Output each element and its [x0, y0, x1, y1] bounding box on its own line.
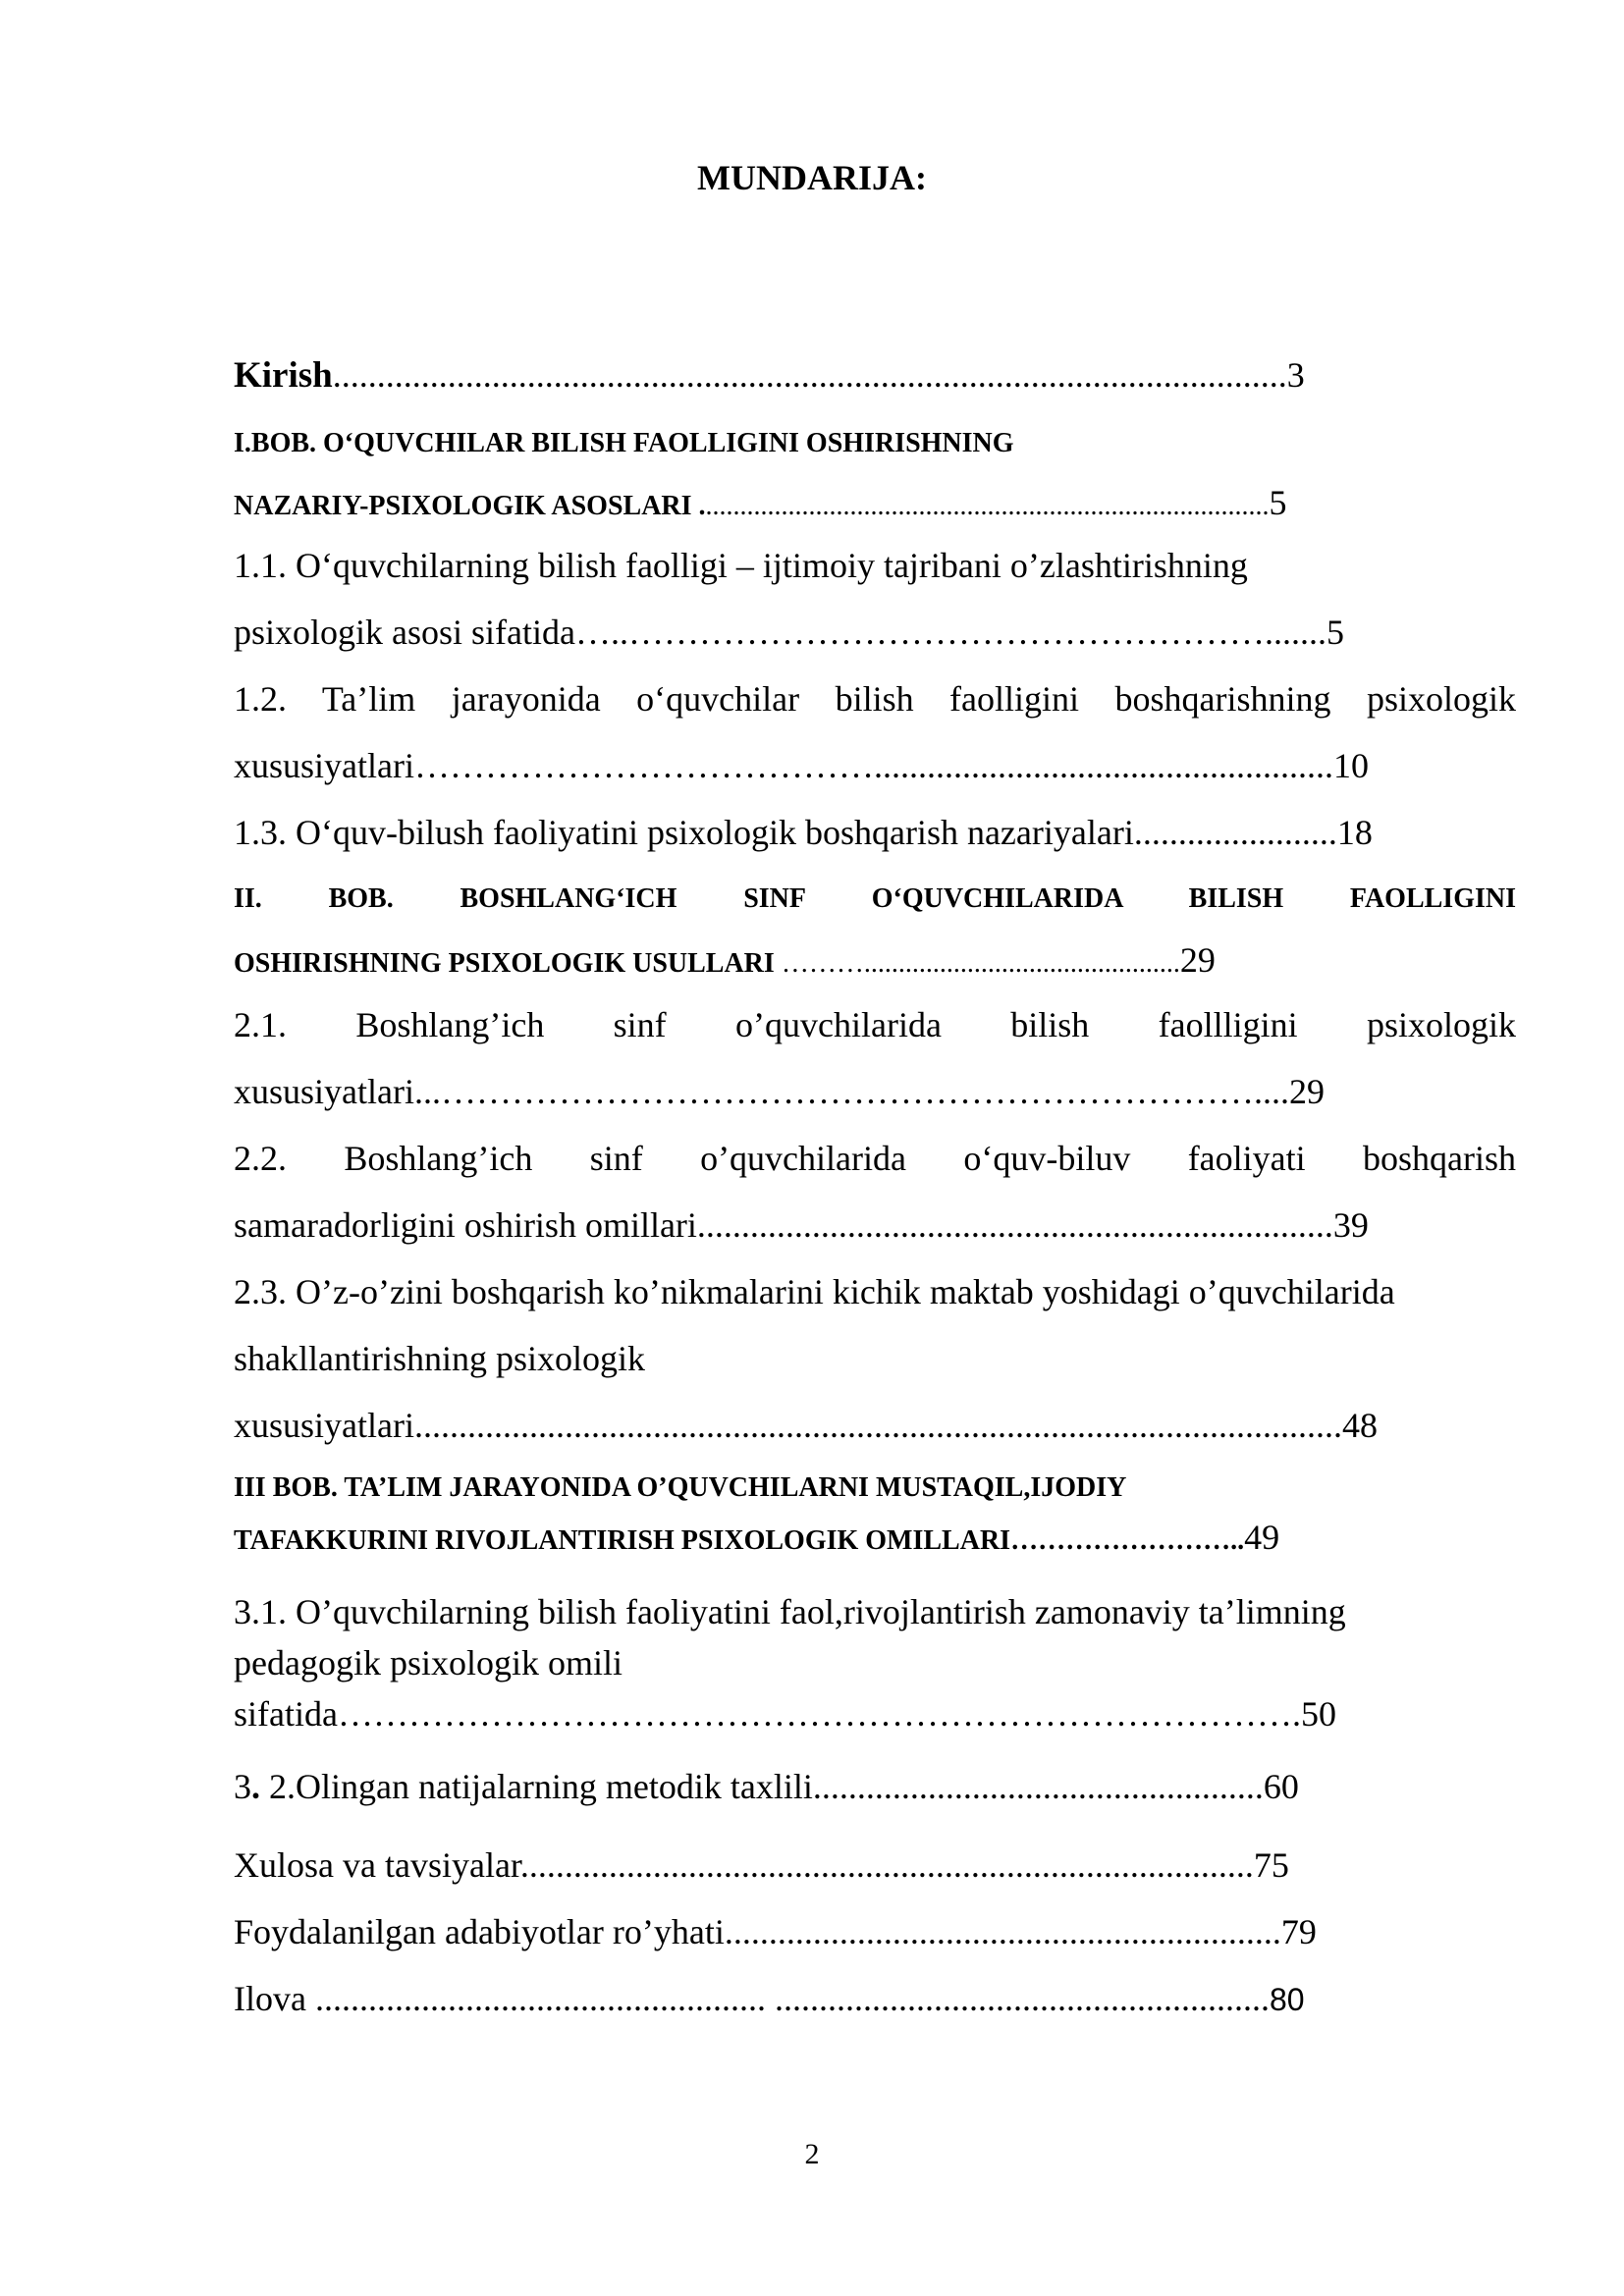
- toc-chapter-1-leader: ..................................................................................: [705, 491, 1270, 521]
- toc-chapter-1-page: 5: [1269, 483, 1287, 522]
- toc-entry-foydalanilgan: Foydalanilgan adabiyotlar ro’yhati...............................................................79: [234, 1912, 1317, 1951]
- toc-chapter-2-leader: ………..............................................: [774, 948, 1180, 979]
- toc-chapter-2-title: OSHIRISHNING PSIXOLOGIK USULLARI: [234, 948, 775, 979]
- toc-chapter-3-line2: [234, 1516, 1279, 1563]
- toc-section-1-2-line2: xususiyatlari…………………………………....................................................10: [234, 746, 1369, 785]
- page-title: MUNDARIJA:: [697, 158, 927, 197]
- toc-chapter-1-line2: [234, 481, 1287, 528]
- toc-chapter-2-page: 29: [1179, 940, 1216, 980]
- toc-section-2-1-line1: 2.1. Boshlang’ich sinf o’quvchilarida bilish faollligini psixologik: [234, 1005, 1516, 1044]
- toc-ilova-page: 80: [1269, 1982, 1305, 2017]
- toc-section-1-3: 1.3. O‘quv-bilush faoliyatini psixologik boshqarish nazariyalari.......................18: [234, 813, 1373, 852]
- toc-chapter-2-line1: II. BOB. BOSHLANG‘ICH SINF O‘QUVCHILARIDA BILISH FAOLLIGINI: [234, 883, 1516, 914]
- toc-section-3-1-line1: 3.1. O’quvchilarning bilish faoliyatini faol,rivojlantirish zamonaviy ta’limning: [234, 1592, 1346, 1631]
- page-number: 2: [804, 2138, 820, 2170]
- toc-chapter-3-page: 49: [1244, 1518, 1280, 1557]
- toc-kirish-label: Kirish: [234, 355, 333, 396]
- toc-section-1-1-line1: 1.1. O‘quvchilarning bilish faolligi – ijtimoiy tajribani o’zlashtirishning: [234, 546, 1248, 585]
- toc-chapter-3-title: TAFAKKURINI RIVOJLANTIRISH PSIXOLOGIK OMILLARI……………………..: [234, 1525, 1245, 1556]
- toc-kirish-page: .3: [1277, 355, 1305, 395]
- toc-chapter-1-line1: I.BOB. O‘QUVCHILAR BILISH FAOLLIGINI OSHIRISHNING: [234, 428, 1014, 458]
- toc-section-3-2-number: 3: [234, 1767, 251, 1806]
- toc-section-3-2-dot: .: [251, 1767, 260, 1806]
- toc-section-3-1-line3: sifatida……………………………………………………………………….50: [234, 1694, 1336, 1734]
- toc-entry-kirish: [234, 353, 1305, 398]
- toc-entry-ilova: [234, 1977, 1305, 2021]
- toc-section-2-2-line2: samaradorligini oshirish omillari........................................................................39: [234, 1205, 1369, 1245]
- toc-kirish-leader: ...........................................................................................................: [332, 355, 1278, 395]
- toc-section-2-3-line2: shakllantirishning psixologik: [234, 1339, 645, 1378]
- toc-section-3-2: [234, 1765, 1299, 1808]
- toc-section-1-2-line1: 1.2. Ta’lim jarayonida o‘quvchilar bilish faolligini boshqarishning psixologik: [234, 679, 1516, 719]
- toc-section-3-1-line2: pedagogik psixologik omili: [234, 1643, 623, 1682]
- toc-section-3-2-text: 2.Olingan natijalarning metodik taxlili...................................................60: [260, 1767, 1299, 1806]
- toc-section-1-1-line2: psixologik asosi sifatida…..……………………………………………….......5: [234, 613, 1344, 652]
- toc-ilova-text: Ilova ................................................... ........................................................: [234, 1979, 1270, 2018]
- toc-section-2-1-line2: xususiyatlari...……………………………………………………………....29: [234, 1072, 1325, 1111]
- toc-section-2-3-line3: xususiyatlari.........................................................................................................48: [234, 1406, 1378, 1445]
- toc-chapter-2-line2: [234, 938, 1216, 986]
- toc-chapter-3-line1: III BOB. TA’LIM JARAYONIDA O’QUVCHILARNI MUSTAQIL,IJODIY: [234, 1472, 1127, 1503]
- toc-chapter-1-title: NAZARIY-PSIXOLOGIK ASOSLARI .: [234, 491, 706, 521]
- toc-section-2-3-line1: 2.3. O’z-o’zini boshqarish ko’nikmalarini kichik maktab yoshidagi o’quvchilarida: [234, 1272, 1395, 1311]
- toc-section-2-2-line1: 2.2. Boshlang’ich sinf o’quvchilarida o‘quv-biluv faoliyati boshqarish: [234, 1139, 1516, 1178]
- toc-entry-xulosa: Xulosa va tavsiyalar...................................................................................75: [234, 1845, 1289, 1885]
